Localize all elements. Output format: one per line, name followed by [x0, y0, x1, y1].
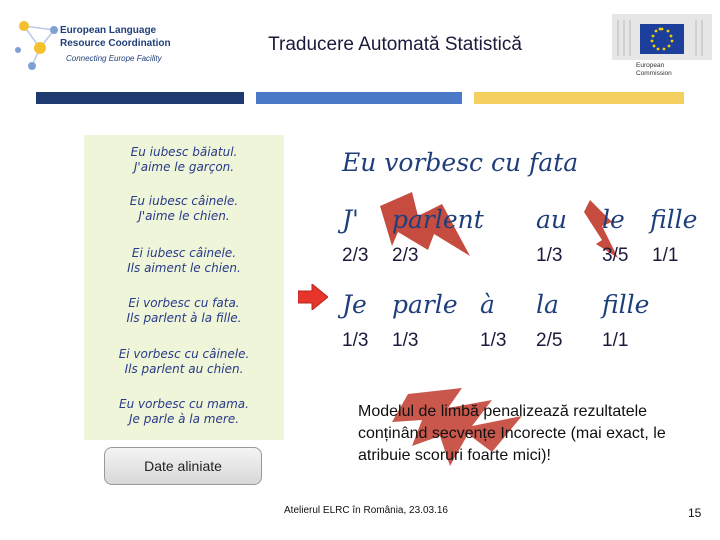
- hyp2-score: 1/3: [480, 330, 507, 351]
- source-sentence: Eu vorbesc cu fata: [342, 148, 579, 177]
- header-bar-yellow: [474, 92, 684, 104]
- corpus-pair: Ei iubesc câinele. Ils aiment le chien.: [127, 246, 241, 275]
- aligned-data-button[interactable]: Date aliniate: [104, 447, 262, 485]
- arrow-right-icon: [298, 284, 328, 310]
- hyp1-score: 2/3: [342, 245, 369, 266]
- hyp2-score: 2/5: [536, 330, 563, 351]
- header-bar-blue: [256, 92, 462, 104]
- hyp1-score: 2/3: [392, 245, 419, 266]
- hyp1-score: 1/3: [536, 245, 563, 266]
- hyp1-score: 1/1: [652, 245, 679, 266]
- hyp1-word: parlent: [392, 205, 484, 234]
- logo-text: European Language Resource Coordination: [60, 25, 171, 49]
- parallel-corpus-panel: [84, 135, 284, 440]
- corpus-pair: Ei vorbesc cu fata. Ils parlent à la fille.: [126, 296, 242, 325]
- hyp2-word: Je: [342, 290, 367, 319]
- logo-tagline: Connecting Europe Facility: [66, 54, 162, 63]
- page-number: 15: [688, 506, 702, 520]
- hyp1-score: 3/5: [602, 245, 629, 266]
- hyp2-word: parle: [392, 290, 458, 319]
- footer-text: Atelierul ELRC în România, 23.03.16: [284, 505, 448, 516]
- hyp2-score: 1/3: [392, 330, 419, 351]
- corpus-pair: Eu iubesc câinele. J'aime le chien.: [129, 194, 239, 223]
- language-model-note: Modelul de limbă penalizează rezultatele conținând secvențe Incorecte (mai exact, le atribuie scoruri foarte mici)!: [358, 403, 666, 464]
- ec-text: European Commission: [636, 62, 672, 77]
- hyp1-word: fille: [650, 205, 698, 234]
- corpus-pair: Ei vorbesc cu câinele. Ils parlent au chien.: [118, 347, 250, 376]
- hyp1-word: au: [536, 205, 568, 234]
- hyp2-word: la: [536, 290, 559, 319]
- header-bar-dark: [36, 92, 244, 104]
- hyp2-score: 1/1: [602, 330, 629, 351]
- hyp1-word: J': [342, 205, 359, 234]
- hyp2-word: fille: [602, 290, 650, 319]
- hyp1-word: le: [602, 205, 625, 234]
- corpus-pair: Eu vorbesc cu mama. Je parle à la mere.: [119, 397, 249, 426]
- slide-title: Traducere Automată Statistică: [268, 34, 522, 55]
- hyp2-score: 1/3: [342, 330, 369, 351]
- corpus-pair: Eu iubesc băiatul. J'aime le garçon.: [130, 145, 238, 174]
- hyp2-word: à: [480, 290, 495, 319]
